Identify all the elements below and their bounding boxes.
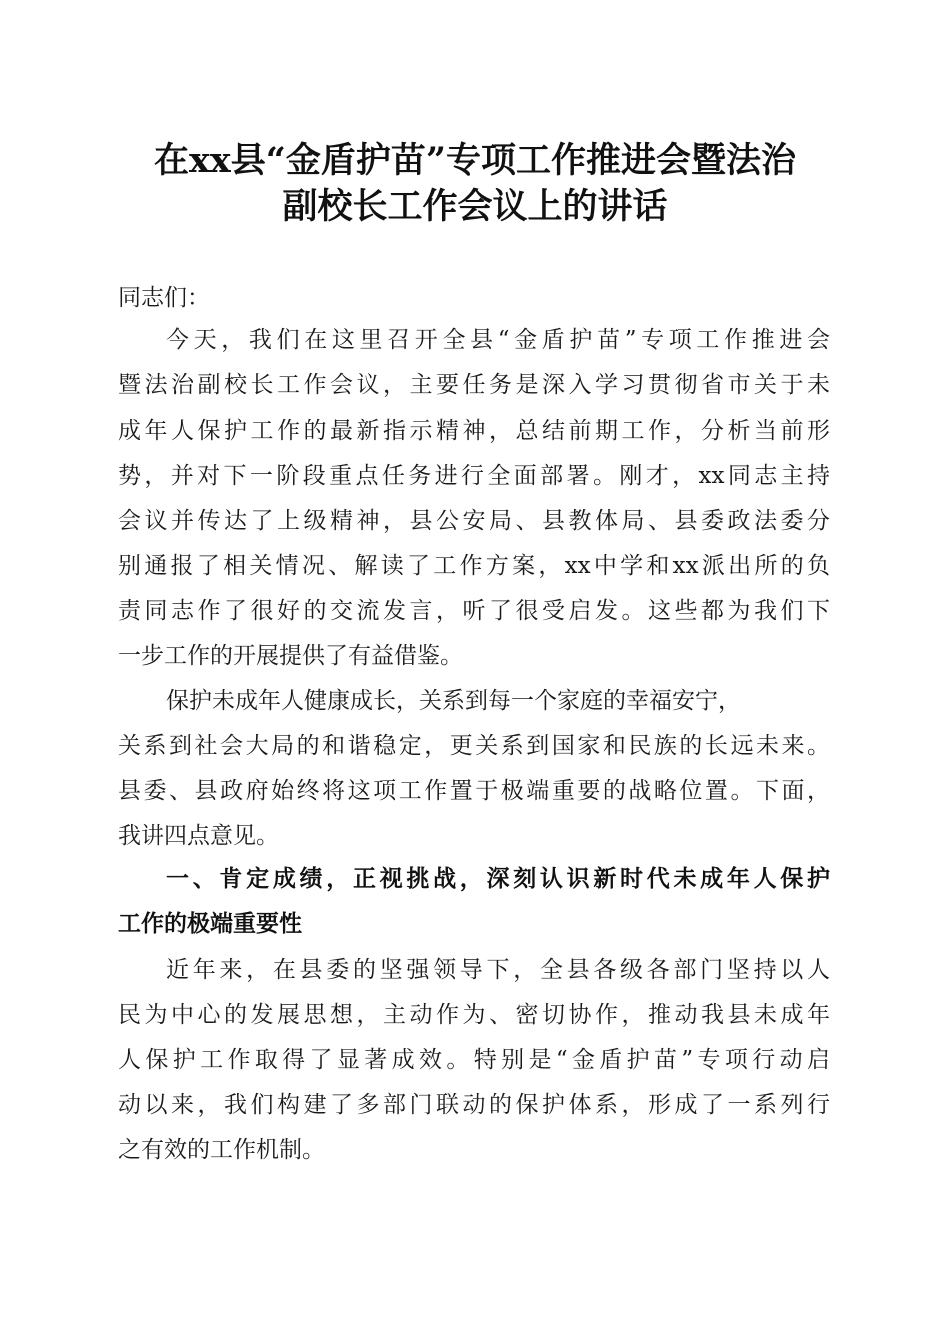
paragraph-1-line: 成年人保护工作的最新指示精神，总结前期工作，分析当前形: [118, 418, 830, 444]
paragraph-2-line: 保护未成年人健康成长，关系到每一个家庭的幸福安宁，: [166, 688, 741, 714]
document-title-line-1: 在xx县“金盾护苗”专项工作推进会暨法治: [154, 140, 796, 181]
paragraph-3-line: 之有效的工作机制。: [118, 1137, 325, 1163]
paragraph-3-line: 人保护工作取得了显著成效。特别是“金盾护苗”专项行动启: [118, 1047, 830, 1073]
paragraph-1-line: 势，并对下一阶段重点任务进行全面部署。刚才，xx同志主持: [118, 463, 830, 489]
paragraph-2-line: 关系到社会大局的和谐稳定，更关系到国家和民族的长远未来。: [118, 733, 830, 759]
paragraph-2-line: 我讲四点意见。: [118, 823, 279, 849]
paragraph-3-line: 动以来，我们构建了多部门联动的保护体系，形成了一系列行: [118, 1092, 830, 1118]
section-heading-1-line: 工作的极端重要性: [118, 911, 302, 937]
paragraph-2-line: 县委、县政府始终将这项工作置于极端重要的战略位置。下面，: [118, 778, 830, 804]
paragraph-1-line: 暨法治副校长工作会议，主要任务是深入学习贯彻省市关于未: [118, 372, 830, 398]
paragraph-1-line: 别通报了相关情况、解读了工作方案，xx中学和xx派出所的负: [118, 553, 830, 579]
paragraph-1-line: 会议并传达了上级精神，县公安局、县教体局、县委政法委分: [118, 508, 830, 534]
salutation: 同志们：: [118, 285, 210, 311]
section-heading-1-line: 一、肯定成绩，正视挑战，深刻认识新时代未成年人保护: [166, 866, 830, 892]
document-title-line-2: 副校长工作会议上的讲话: [282, 186, 668, 227]
paragraph-1-line: 责同志作了很好的交流发言，听了很受启发。这些都为我们下: [118, 598, 830, 624]
paragraph-3-line: 近年来，在县委的坚强领导下，全县各级各部门坚持以人: [166, 957, 830, 983]
paragraph-1-line: 一步工作的开展提供了有益借鉴。: [118, 643, 463, 669]
paragraph-3-line: 民为中心的发展思想，主动作为、密切协作，推动我县未成年: [118, 1002, 830, 1028]
paragraph-1-line: 今天，我们在这里召开全县“金盾护苗”专项工作推进会: [166, 327, 830, 353]
